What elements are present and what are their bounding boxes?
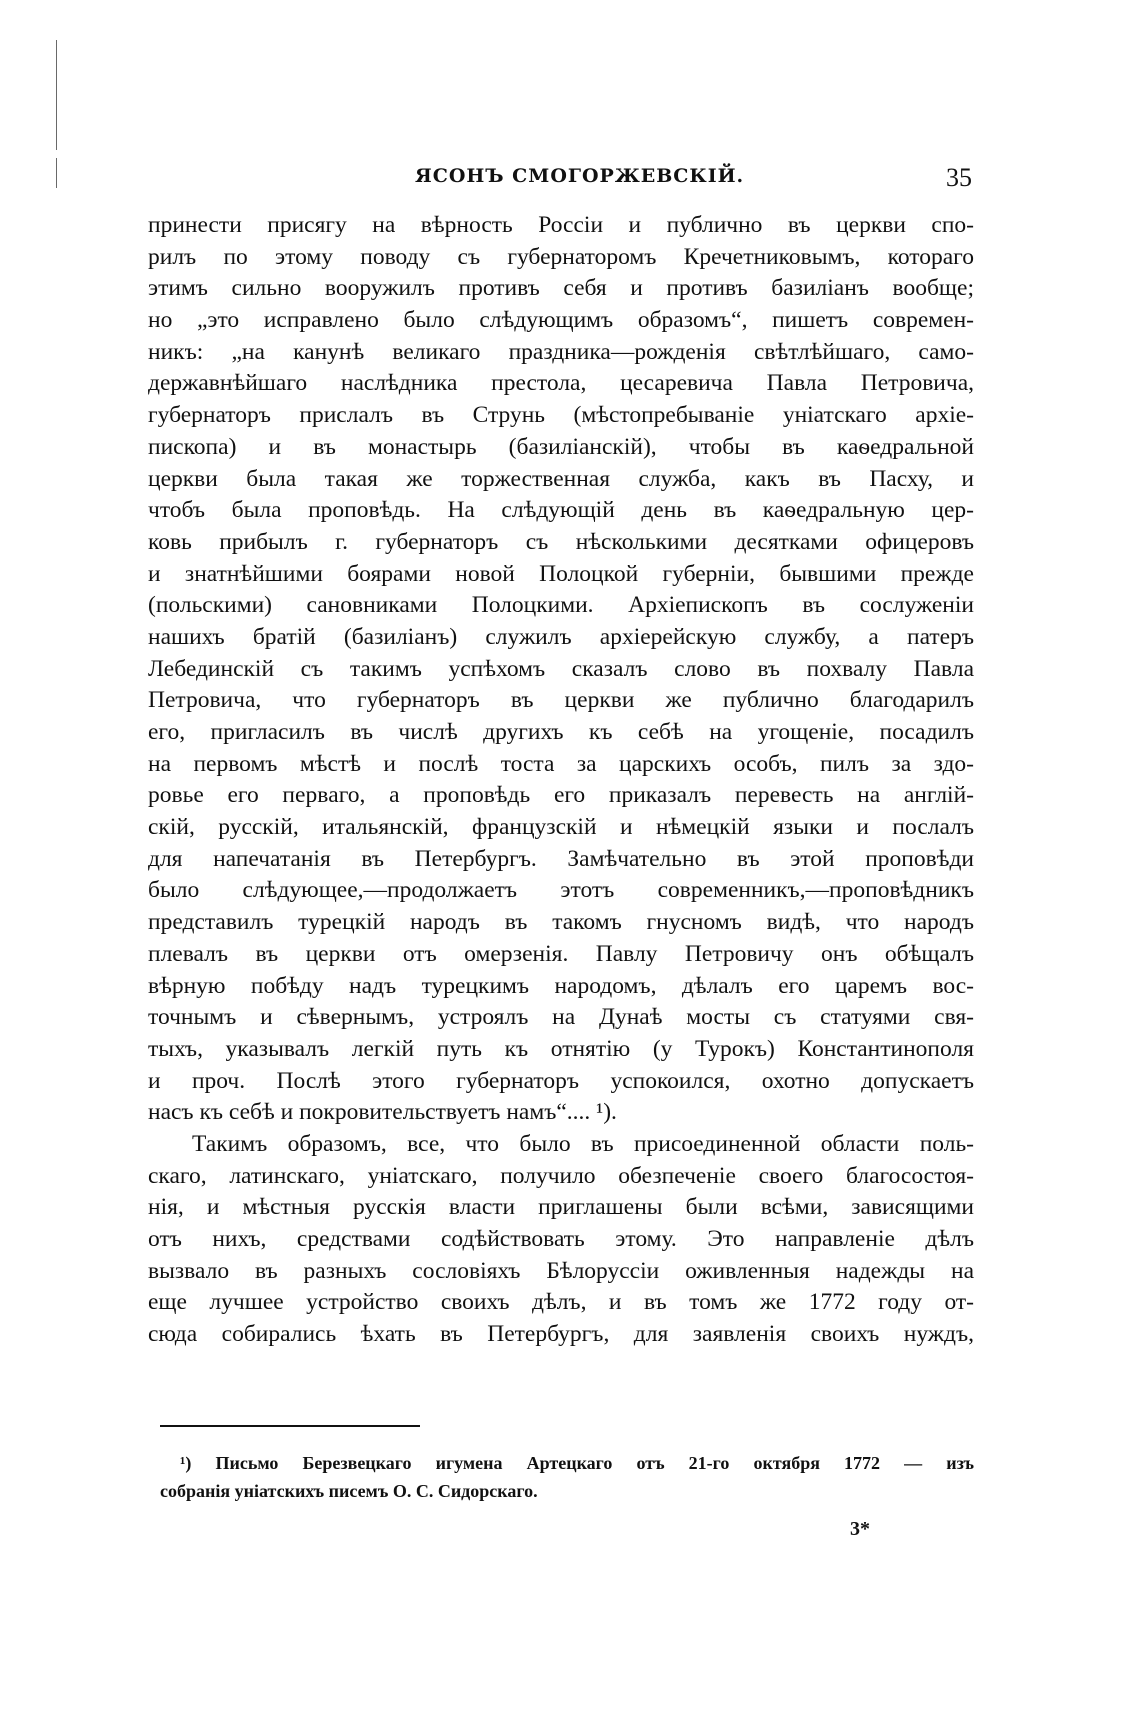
text-line: рилъ по этому поводу съ губернаторомъ Кречетниковымъ, котораго: [148, 243, 974, 270]
text-line: ровье его первaго, а проповѣдь его приказалъ перевесть на англій-: [148, 782, 974, 809]
text-line: губернаторъ прислалъ въ Струнь (мѣстопребываніе уніатскаго архіе-: [148, 402, 974, 429]
text-line: на первомъ мѣстѣ и послѣ тоста за царскихъ особъ, пилъ за здо-: [148, 750, 974, 777]
text-line: сюда собирались ѣхать въ Петербургъ, для заявленія своихъ нуждъ,: [148, 1321, 974, 1348]
text-line: принести присягу на вѣрность Россіи и публично въ церкви спо-: [148, 212, 974, 238]
footnote-line: ¹) Письмо Березвецкаго игумена Артецкаго отъ 21-го октября 1772 — изъ: [180, 1453, 974, 1473]
footnote-separator: [160, 1425, 420, 1427]
text-line: насъ къ себѣ и покровительствуетъ намъ“.... ¹).: [148, 1099, 617, 1126]
text-line: этимъ сильно вооружилъ противъ себя и противъ базиліанъ вообще;: [148, 275, 974, 302]
paragraph-start-line: Такимъ образомъ, все, что было въ присоединенной области поль-: [192, 1130, 974, 1157]
text-line: было слѣдующее,—продолжаетъ этотъ современникъ,—проповѣдникъ: [148, 877, 974, 904]
text-line: его, пригласилъ въ числѣ другихъ къ себѣ на угощеніе, посадилъ: [148, 719, 974, 745]
text-line: Лебединскій съ такимъ успѣхомъ сказалъ слово въ похвалу Павла: [148, 655, 974, 682]
text-line: вѣрную побѣду надъ турецкимъ народомъ, дѣлалъ его царемъ вос-: [148, 972, 974, 999]
footnote-line: собранія уніатскихъ писемъ О. С. Сидорскаго.: [160, 1481, 538, 1501]
text-line: скаго, латинскаго, уніатскаго, получило обезпеченіе своего благосостоя-: [148, 1162, 974, 1189]
text-line: и проч. Послѣ этого губернаторъ успокоился, охотно допускаетъ: [148, 1067, 974, 1094]
text-line: представилъ турецкій народъ въ такомъ гнусномъ видѣ, что народъ: [148, 909, 974, 936]
page-header: [160, 163, 972, 197]
text-line: никъ: „на канунѣ великаго праздника—рожденія свѣтлѣйшаго, само-: [148, 338, 974, 365]
page-number: 35: [946, 163, 972, 192]
footnotes: [160, 1449, 974, 1505]
text-line: ковь прибылъ г. губернаторъ съ нѣсколькими десятками офицеровъ: [148, 528, 974, 555]
text-line: державнѣйшаго наслѣдника престола, цесаревича Павла Петровича,: [148, 370, 974, 397]
text-line: и знатнѣйшими боярами новой Полоцкой губерніи, бывшими прежде: [148, 560, 974, 587]
text-line: (польскими) сановниками Полоцкими. Архіепископъ въ сослуженіи: [148, 592, 974, 619]
scan-edge-line: [56, 40, 57, 150]
text-line: плевалъ въ церкви отъ омерзенія. Павлу Петровичу онъ обѣщалъ: [148, 940, 974, 967]
text-line: вызвало въ разныхъ сословіяхъ Бѣлоруссіи оживленныя надежды на: [148, 1257, 974, 1284]
body-text: [148, 210, 974, 1351]
text-line: точнымъ и сѣвернымъ, устроялъ на Дунаѣ мосты съ статуями свя-: [148, 1004, 974, 1031]
text-line: еще лучшее устройство своихъ дѣлъ, и въ томъ же 1772 году от-: [148, 1289, 974, 1316]
running-title: ЯСОНЪ СМОГОРЖЕВСКІЙ.: [415, 165, 745, 187]
text-line: тыхъ, указывалъ легкій путь къ отнятію (у Турокъ) Константинополя: [148, 1035, 974, 1062]
text-line: но „это исправлено было слѣдующимъ образомъ“, пишетъ современ-: [148, 307, 974, 334]
scan-edge-line: [56, 158, 57, 188]
text-line: пископа) и въ монастырь (базиліанскій), чтобы въ каѳедральной: [148, 433, 974, 460]
text-line: скій, русскій, итальянскій, французскій и нѣмецкій языки и послалъ: [148, 814, 974, 841]
text-line: Петровича, что губернаторъ въ церкви же публично благодарилъ: [148, 687, 974, 714]
text-line: нія, и мѣстныя русскія власти приглашены были всѣми, зависящими: [148, 1194, 974, 1221]
text-line: церкви была такая же торжественная служба, какъ въ Пасху, и: [148, 465, 974, 492]
text-line: отъ нихъ, средствами содѣйствовать этому. Это направленіе дѣлъ: [148, 1226, 974, 1252]
text-line: чтобъ была проповѣдь. На слѣдующій день въ каѳедральную цер-: [148, 497, 974, 524]
text-line: нашихъ братій (базиліанъ) служилъ архіерейскую службу, а патеръ: [148, 623, 974, 650]
printer-signature-mark: 3*: [850, 1518, 870, 1540]
text-line: для напечатанія въ Петербургъ. Замѣчательно въ этой проповѣди: [148, 845, 974, 872]
